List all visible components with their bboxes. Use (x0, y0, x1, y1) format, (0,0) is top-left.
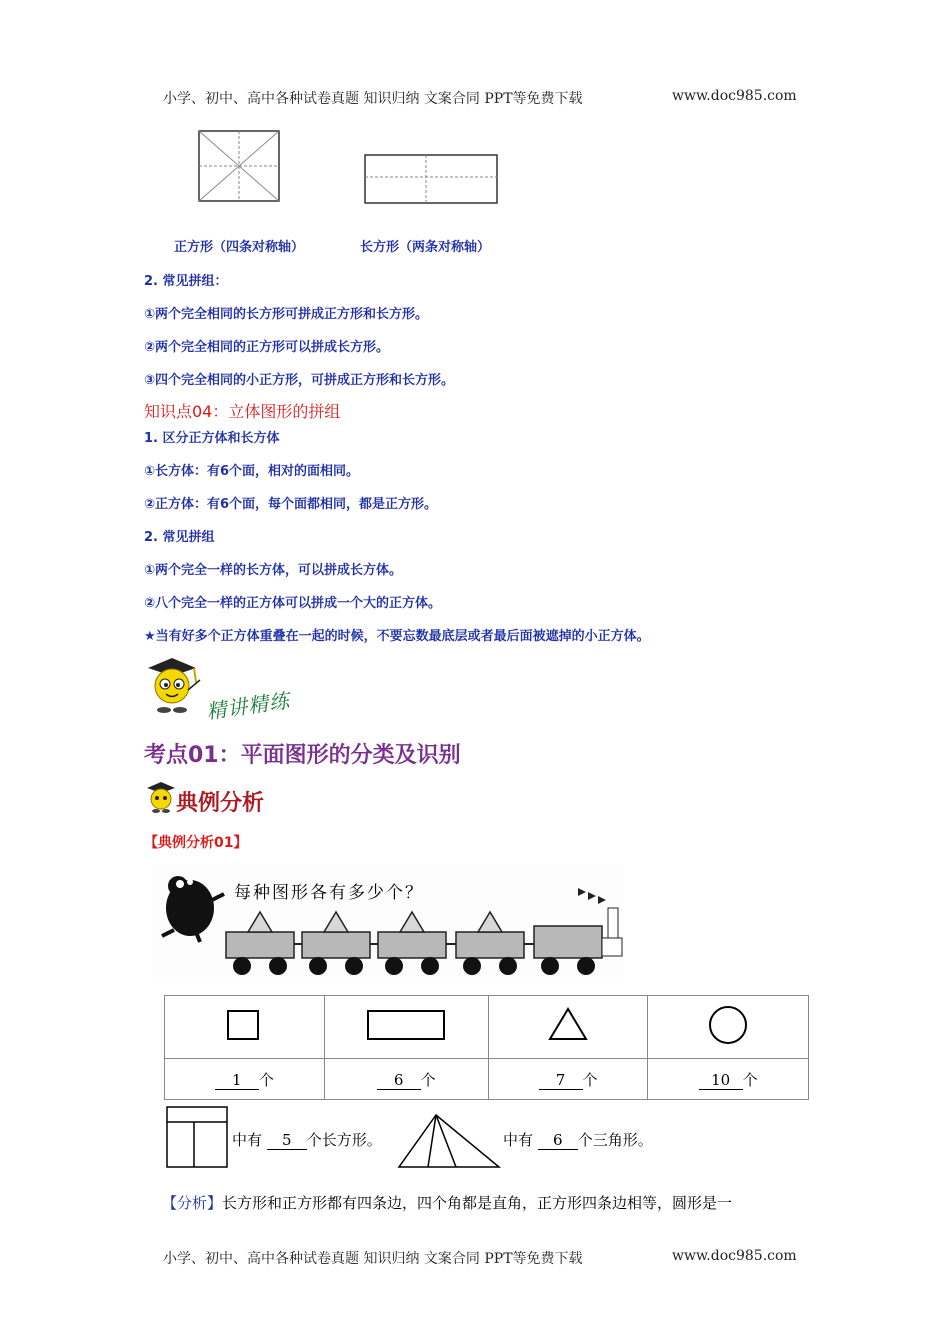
mascot-icon (142, 654, 204, 716)
page-title: 考点01：平面图形的分类及识别 (144, 743, 461, 768)
question-text: 每种图形各有多少个？ (234, 883, 424, 903)
rect-caption: 长方形（两条对称轴） (360, 240, 491, 255)
rectangles-figure (164, 1104, 230, 1170)
banner-title: 精讲精练 (204, 688, 292, 724)
triangles-figure (396, 1112, 502, 1170)
answer-value: 7 (539, 1071, 583, 1090)
unit-label: 个 (742, 1070, 758, 1089)
answer-value: 6 (538, 1131, 578, 1150)
knowledge-title: 知识点04：立体图形的拼组 (144, 402, 341, 421)
unit-label: 个 (420, 1070, 436, 1089)
table-cell (324, 1059, 488, 1100)
list-item: ①两个完全一样的长方体，可以拼成长方体。 (144, 563, 403, 578)
analysis-text (162, 1192, 732, 1213)
square-caption: 正方形（四条对称轴） (174, 240, 305, 255)
answer-value: 1 (215, 1071, 259, 1090)
triangle-icon (546, 1005, 590, 1045)
analysis-body: 长方形和正方形都有四条边，四个角都是直角，正方形四条边相等，圆形是一 (222, 1194, 733, 1212)
answer-value: 6 (377, 1071, 421, 1090)
analysis-tag: 【分析】 (162, 1194, 223, 1212)
list-item: ②八个完全一样的正方体可以拼成一个大的正方体。 (144, 596, 442, 611)
header-text: 小学、初中、高中各种试卷真题 知识归纳 文案合同 PPT等免费下载 (163, 91, 583, 107)
example-label: 【典例分析01】 (144, 835, 248, 851)
triangle-count-line (503, 1129, 653, 1150)
footer-text: 小学、初中、高中各种试卷真题 知识归纳 文案合同 PPT等免费下载 (163, 1251, 583, 1267)
list-item: ③四个完全相同的小正方形，可拼成正方形和长方形。 (144, 373, 455, 388)
footer-site: www.doc985.com (672, 1248, 797, 1264)
table-cell (488, 1059, 648, 1100)
rectangle-symmetry-figure (364, 154, 498, 204)
unit-label: 个 (582, 1070, 598, 1089)
answer-value: 10 (699, 1071, 743, 1090)
table-cell (488, 996, 648, 1059)
section-heading: 1. 区分正方体和长方体 (144, 431, 280, 446)
banner-title-2: 典例分析 (176, 791, 265, 816)
prefix-label: 中有 (232, 1131, 263, 1149)
list-item: ②正方体：有6个面，每个面都相同，都是正方形。 (144, 497, 438, 512)
prefix-label: 中有 (503, 1131, 534, 1149)
rectangle-icon (364, 1005, 448, 1045)
table-cell (165, 996, 325, 1059)
list-item: ①两个完全相同的长方形可拼成正方形和长方形。 (144, 307, 429, 322)
unit-label: 个 (258, 1070, 274, 1089)
answer-value: 5 (267, 1131, 307, 1150)
section-heading: 2. 常见拼组 (144, 530, 215, 545)
square-icon (224, 1007, 264, 1043)
table-cell (648, 996, 809, 1059)
list-item: ②两个完全相同的正方形可以拼成长方形。 (144, 340, 390, 355)
circle-icon (705, 1004, 751, 1046)
shape-count-table (164, 995, 809, 1100)
mascot-small-icon (144, 780, 178, 814)
table-cell (648, 1059, 809, 1100)
header-site: www.doc985.com (672, 88, 797, 104)
list-item: ①长方体：有6个面，相对的面相同。 (144, 464, 360, 479)
suffix-label: 个三角形。 (577, 1131, 653, 1149)
table-cell (324, 996, 488, 1059)
section-heading: 2. 常见拼组： (144, 274, 228, 289)
suffix-label: 个长方形。 (306, 1131, 382, 1149)
table-cell (165, 1059, 325, 1100)
rectangle-count-line (232, 1129, 382, 1150)
note-text: ★当有好多个正方体重叠在一起的时候，不要忘数最底层或者最后面被遮掉的小正方体。 (144, 629, 650, 644)
square-symmetry-figure (198, 130, 280, 202)
